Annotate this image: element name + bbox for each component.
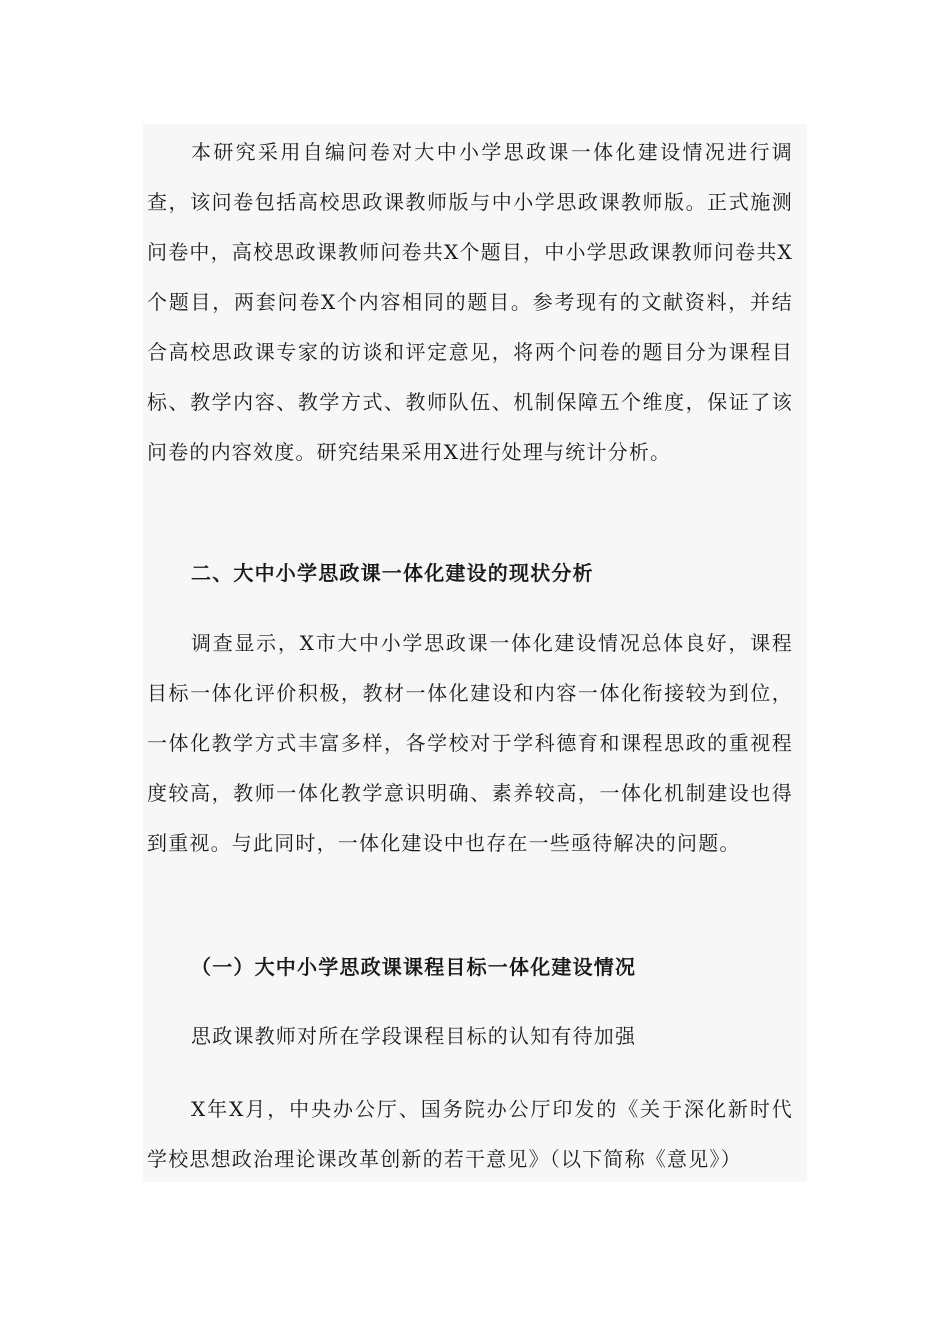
opinion-paragraph: X年X月，中央办公厅、国务院办公厅印发的《关于深化新时代学校思想政治理论课改革创新的若干意见》（以下简称《意见》） xyxy=(147,1097,793,1171)
status-paragraph: 调查显示，X市大中小学思政课一体化建设情况总体良好，课程目标一体化评价积极，教材一体化建设和内容一体化衔接较为到位，一体化教学方式丰富多样，各学校对于学科德育和课程思政的重视程度较高，教师一体化教学意识明确、素养较高，一体化机制建设也得到重视。与此同时，一体化建设中也存在一些亟待解决的问题。 xyxy=(147,631,793,855)
intro-paragraph: 本研究采用自编问卷对大中小学思政课一体化建设情况进行调查，该问卷包括高校思政课教师版与中小学思政课教师版。正式施测问卷中，高校思政课教师问卷共X个题目，中小学思政课教师问卷共X个题目，两套问卷X个内容相同的题目。参考现有的文献资料，并结合高校思政课专家的访谈和评定意见，将两个问卷的题目分为课程目标、教学内容、教学方式、教师队伍、机制保障五个维度，保证了该问卷的内容效度。研究结果采用X进行处理与统计分析。 xyxy=(147,140,793,464)
section-heading: 二、大中小学思政课一体化建设的现状分析 xyxy=(191,561,594,585)
subtopic-line: 思政课教师对所在学段课程目标的认知有待加强 xyxy=(191,1024,637,1048)
subsection-heading: （一）大中小学思政课课程目标一体化建设情况 xyxy=(191,955,637,979)
document-page xyxy=(143,124,807,1182)
